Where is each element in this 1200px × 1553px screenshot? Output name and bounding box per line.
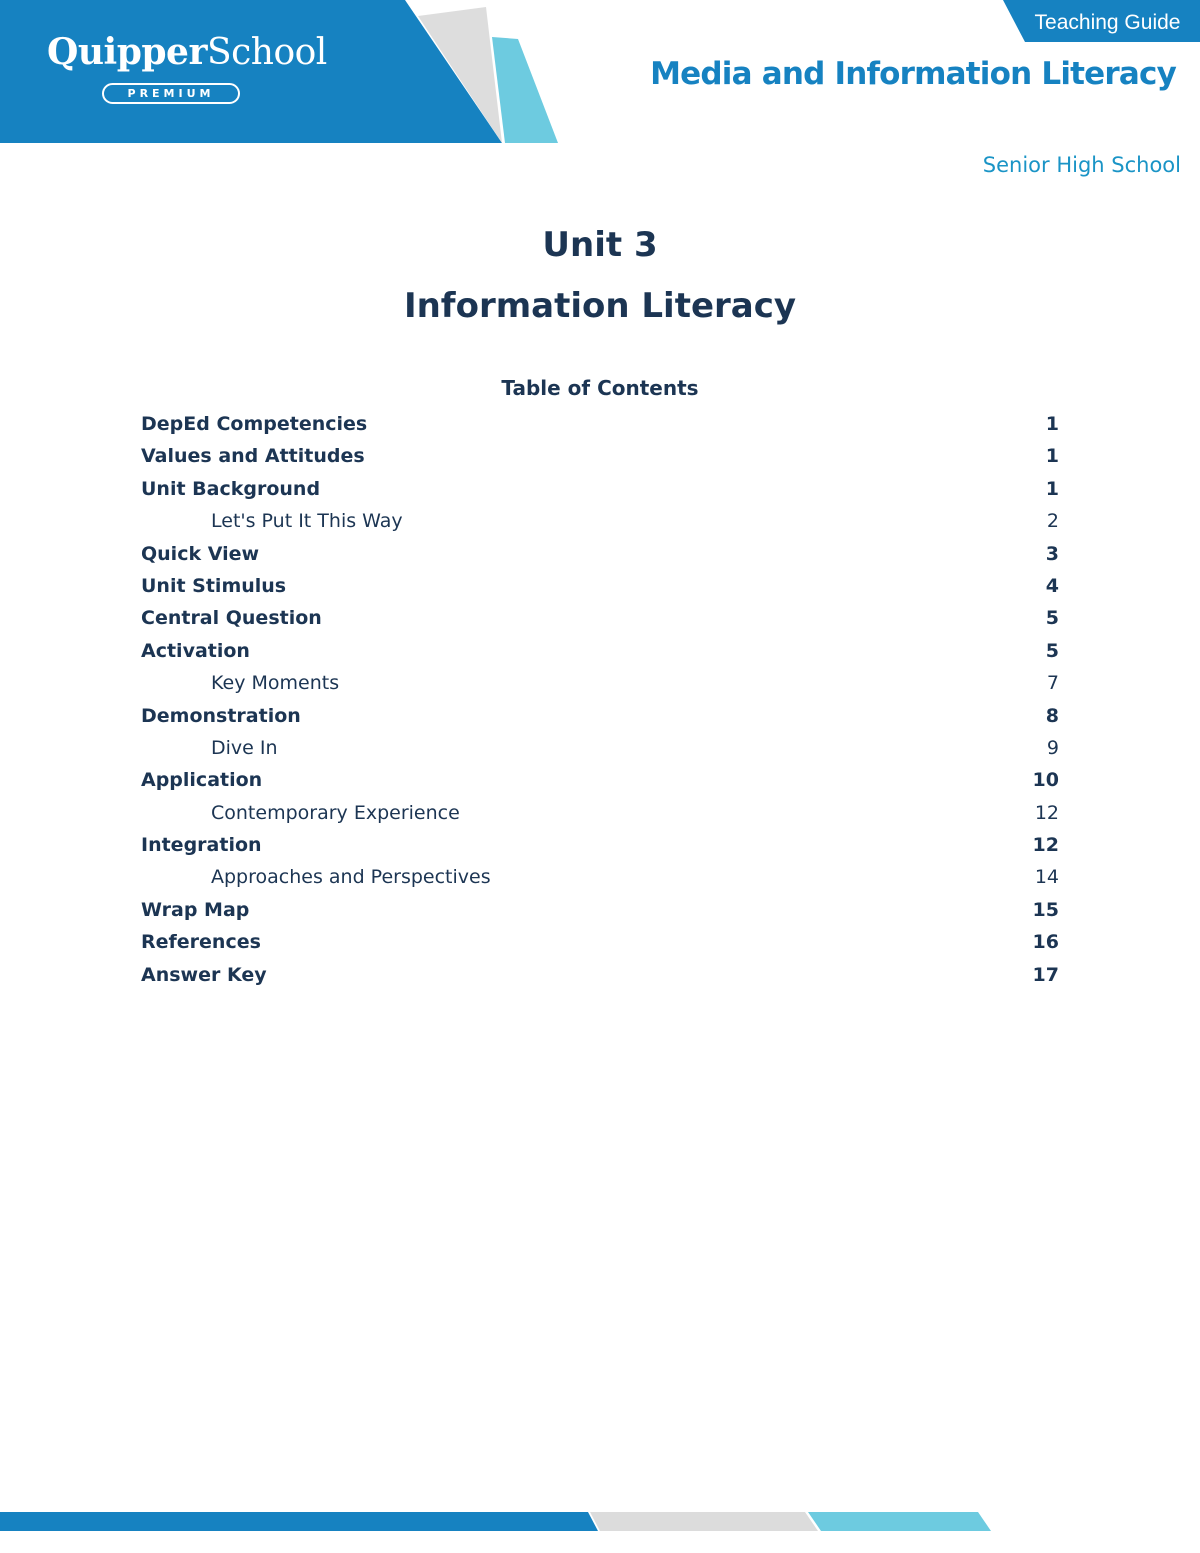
toc-list [141, 408, 1059, 991]
toc-entry[interactable] [141, 861, 1059, 893]
toc-entry-label: Integration [141, 834, 262, 857]
toc-entry[interactable] [141, 700, 1059, 732]
toc-entry-label: Answer Key [141, 963, 267, 986]
toc-entry-label: Application [141, 769, 263, 792]
toc-entry-page: 10 [1032, 769, 1059, 792]
toc-entry-page: 5 [1045, 639, 1059, 662]
toc-entry-label: Wrap Map [141, 898, 250, 921]
brand-premium-badge: PREMIUM [102, 83, 240, 104]
toc-entry-page: 17 [1032, 963, 1059, 986]
brand-logo-strong: Quipper [47, 31, 207, 73]
footer-gray-segment [590, 1512, 818, 1531]
toc-entry[interactable] [141, 829, 1059, 861]
toc-entry[interactable] [141, 440, 1059, 472]
toc-entry-label: DepEd Competencies [141, 413, 368, 435]
toc-entry-page: 1 [1045, 413, 1059, 435]
brand-logo [47, 30, 327, 75]
toc-entry-page: 16 [1032, 931, 1059, 954]
toc-entry-label: Approaches and Perspectives [211, 866, 491, 889]
course-title: Media and Information Literacy [650, 56, 1176, 92]
toc-entry-page: 3 [1045, 542, 1059, 565]
toc-entry-label: Key Moments [211, 672, 340, 695]
toc-entry-label: Unit Background [141, 477, 321, 500]
header-cyan-stripe [492, 37, 558, 143]
brand-logo-light: School [206, 32, 327, 73]
unit-number: Unit 3 [542, 225, 658, 265]
toc-entry[interactable] [141, 602, 1059, 634]
toc-entry-page: 2 [1046, 510, 1059, 533]
toc-entry[interactable] [141, 894, 1059, 926]
toc-entry-page: 9 [1046, 736, 1059, 759]
toc-entry-label: Let's Put It This Way [211, 510, 403, 533]
toc-entry-page: 15 [1032, 898, 1059, 921]
footer-cyan-segment [808, 1512, 991, 1531]
toc-entry-page: 12 [1032, 834, 1059, 857]
toc-entry-label: Central Question [141, 607, 322, 630]
toc-entry[interactable] [141, 764, 1059, 796]
toc-entry-label: Unit Stimulus [141, 574, 287, 597]
toc-entry[interactable] [141, 505, 1059, 537]
toc-entry[interactable] [141, 570, 1059, 602]
toc-entry-label: Values and Attitudes [141, 445, 365, 468]
footer-blue-segment [0, 1512, 598, 1531]
unit-title: Information Literacy [403, 286, 797, 326]
toc-entry-label: References [141, 931, 261, 954]
toc-entry-page: 7 [1046, 672, 1059, 695]
toc-entry[interactable] [141, 538, 1059, 570]
toc-entry[interactable] [141, 959, 1059, 991]
toc-entry-page: 14 [1034, 866, 1059, 889]
toc-entry-label: Activation [141, 639, 250, 662]
toc-entry[interactable] [141, 635, 1059, 667]
toc-entry-label: Contemporary Experience [211, 801, 460, 824]
toc-entry-page: 1 [1045, 477, 1059, 500]
toc-entry-label: Dive In [211, 736, 278, 759]
toc-entry-page: 1 [1045, 445, 1059, 468]
toc-entry[interactable] [141, 667, 1059, 699]
toc-entry-page: 5 [1045, 607, 1059, 630]
toc-entry[interactable] [141, 473, 1059, 505]
toc-entry[interactable] [141, 408, 1059, 440]
guide-tab-label: Teaching Guide [1034, 11, 1181, 34]
footer-bar [0, 1509, 1200, 1533]
toc-entry-label: Quick View [141, 542, 260, 565]
toc-heading: Table of Contents [501, 376, 699, 400]
toc-entry-page: 8 [1045, 704, 1059, 727]
toc-entry[interactable] [141, 797, 1059, 829]
toc-entry-page: 12 [1034, 801, 1059, 824]
school-level: Senior High School [982, 153, 1181, 177]
toc-entry[interactable] [141, 732, 1059, 764]
toc-entry-label: Demonstration [141, 704, 301, 727]
toc-entry-page: 4 [1045, 574, 1059, 597]
toc-entry[interactable] [141, 926, 1059, 958]
